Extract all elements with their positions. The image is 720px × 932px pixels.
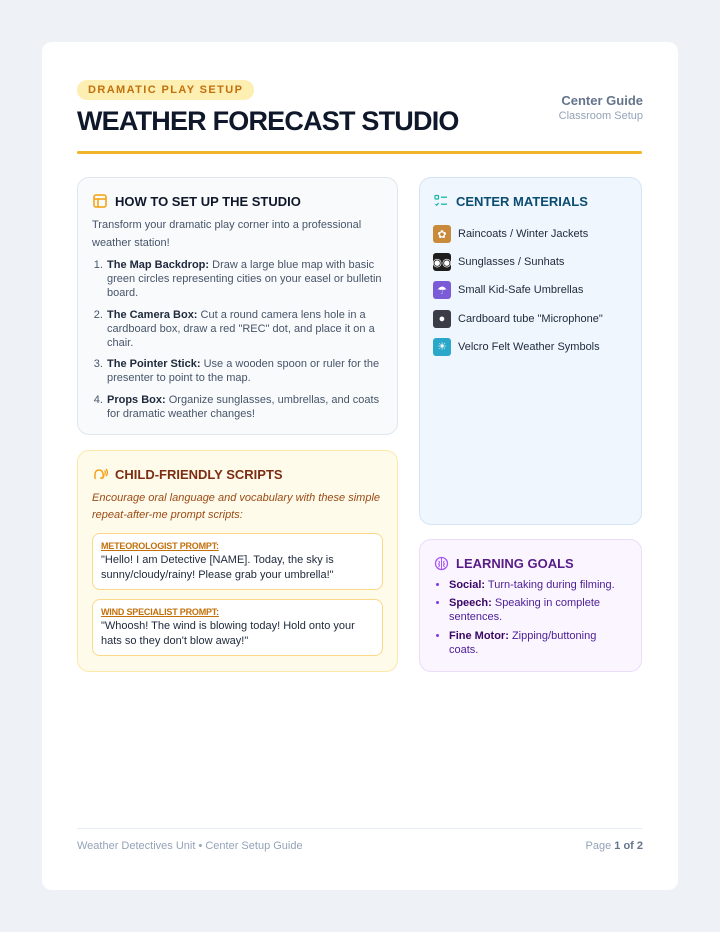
goals-card: [419, 539, 642, 672]
step-label: The Map Backdrop:: [107, 259, 210, 271]
prompt-label: WIND SPECIALIST PROMPT:: [101, 607, 219, 617]
footer-divider: [77, 828, 642, 829]
scripts-intro: Encourage oral language and vocabulary with these simple repeat-after-me prompt scripts:: [92, 492, 381, 521]
goal-label: Fine Motor:: [449, 629, 509, 642]
setup-steps: [92, 258, 383, 421]
step-label: The Pointer Stick:: [107, 358, 201, 371]
step-text: Draw a large blue map with basic green circles representing cities on your easel or bulletin board.: [107, 259, 382, 300]
page-number: [586, 840, 643, 852]
prompt-box: [92, 599, 383, 656]
prompt-text: "Hello! I am Detective [NAME]. Today, the sky is sunny/cloudy/rainy! Please grab your umbrella!": [101, 554, 334, 581]
beach-photo-icon: ☀: [433, 338, 451, 356]
materials-heading-text: CENTER MATERIALS: [456, 193, 588, 209]
guide-label: [559, 93, 643, 122]
material-label: Velcro Felt Weather Symbols: [458, 340, 600, 353]
setup-step: [106, 357, 383, 385]
goal-text: Zipping/buttoning coats.: [449, 629, 597, 656]
speaking-head-icon: [92, 466, 108, 482]
guide-title: Center Guide: [561, 93, 643, 108]
setup-step: [106, 258, 383, 301]
material-item: [433, 276, 628, 304]
material-item: [433, 305, 628, 333]
material-item: [433, 248, 628, 276]
goal-item: [449, 629, 628, 657]
footer-unit-label: Weather Detectives Unit • Center Setup Guide: [77, 840, 303, 852]
sunglasses-icon: ◉◉: [433, 253, 451, 271]
goals-list: [433, 578, 628, 657]
prompt-text: "Whoosh! The wind is blowing today! Hold onto your hats so they don't blow away!": [101, 620, 355, 647]
material-label: Small Kid-Safe Umbrellas: [458, 284, 584, 297]
coat-icon: ✿: [433, 225, 451, 243]
checklist-icon: [433, 193, 449, 209]
brain-icon: [433, 555, 449, 571]
material-item: [433, 220, 628, 248]
step-text: Organize sunglasses, umbrellas, and coats for dramatic weather changes!: [107, 393, 380, 420]
step-text: Cut a round camera lens hole in a cardboard box, draw a red "REC" dot, and place it on a chair.: [107, 308, 375, 350]
umbrella-icon: ☂: [433, 281, 451, 299]
goal-item: [449, 578, 628, 592]
scripts-heading-text: CHILD-FRIENDLY SCRIPTS: [115, 466, 283, 482]
setup-step: [106, 308, 383, 351]
material-label: Cardboard tube "Microphone": [458, 312, 603, 325]
page-title: WEATHER FORECAST STUDIO: [77, 106, 459, 136]
materials-heading: [433, 193, 628, 209]
setup-heading-text: HOW TO SET UP THE STUDIO: [115, 193, 301, 209]
setup-heading: [92, 193, 383, 209]
goals-heading-text: LEARNING GOALS: [456, 555, 574, 571]
prompt-box: [92, 533, 383, 590]
header-divider: [77, 151, 642, 154]
material-item: [433, 333, 628, 361]
goal-label: Social:: [449, 579, 486, 591]
goal-text: Speaking in complete sentences.: [449, 597, 601, 624]
material-label: Sunglasses / Sunhats: [458, 256, 565, 269]
microphone-icon: ●: [433, 310, 451, 328]
material-label: Raincoats / Winter Jackets: [458, 228, 589, 241]
prompt-label: METEOROLOGIST PROMPT:: [101, 541, 219, 551]
category-badge: DRAMATIC PLAY SETUP: [77, 80, 254, 100]
layout-icon: [92, 193, 108, 209]
materials-card: [419, 177, 642, 525]
materials-list: [433, 220, 628, 361]
page-prefix: Page: [585, 840, 615, 852]
setup-step: [106, 393, 383, 421]
scripts-heading: [92, 466, 383, 482]
guide-page: [42, 42, 678, 890]
page-count: 1 of 2: [614, 840, 643, 852]
setup-intro: Transform your dramatic play corner into a professional weather station!: [92, 219, 362, 249]
goals-heading: [433, 555, 628, 571]
scripts-card: [77, 450, 398, 672]
goal-label: Speech:: [449, 597, 492, 610]
setup-card: [77, 177, 398, 435]
guide-subtitle: Classroom Setup: [558, 110, 643, 122]
step-label: Props Box:: [107, 393, 166, 406]
step-text: Use a wooden spoon or ruler for the presenter to point to the map.: [107, 358, 380, 385]
goal-text: Turn-taking during filming.: [485, 579, 615, 591]
step-label: The Camera Box:: [107, 308, 198, 321]
goal-item: [449, 596, 628, 624]
